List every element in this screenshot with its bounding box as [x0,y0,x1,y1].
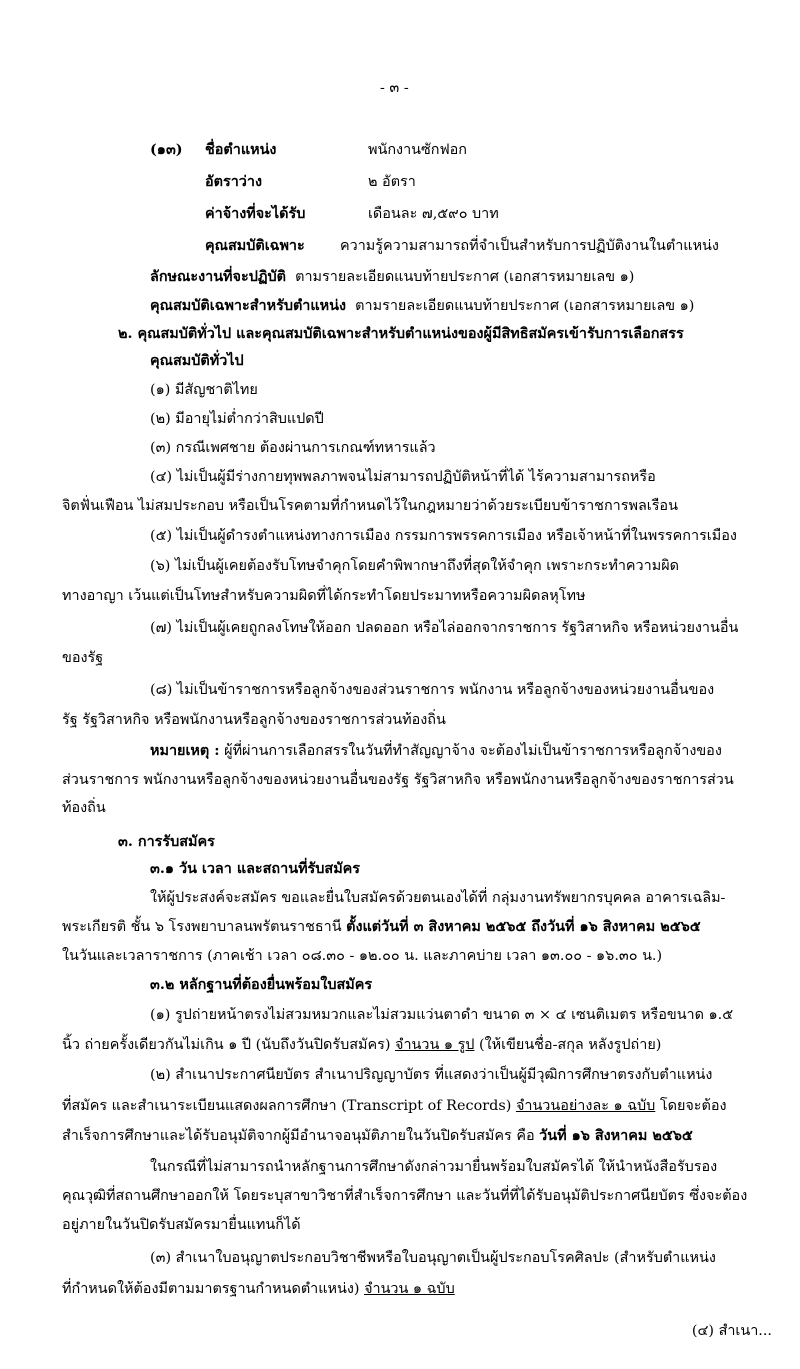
position-title-value: พนักงานซักฟอก [368,142,468,158]
spec-label: คุณสมบัติเฉพาะสำหรับตำแหน่ง [150,297,347,314]
document-3-cont [62,1279,455,1299]
general-item-6-cont: ทางอาญา เว้นแต่เป็นโทษสำหรับความผิดที่ได้กระทำโดยประมาทหรือความผิดลหุโทษ [62,588,586,604]
document-3-pre: ที่กำหนดให้ต้องมีตามมาตรฐานกำหนดตำแหน่ง) [62,1281,365,1297]
note-text: ผู้ที่ผ่านการเลือกสรรในวันที่ทำสัญญาจ้าง จะต้องไม่เป็นข้าราชการหรือลูกจ้างของ [224,743,722,759]
job-value: ตามรายละเอียดแนบท้ายประกาศ (เอกสารหมายเลข ๑) [295,269,635,285]
section3-heading: ๓. การรับสมัคร [118,833,215,850]
general-item-1: (๑) มีสัญชาติไทย [150,382,258,398]
document-2-pre: ที่สมัคร และสำเนาระเบียนแสดงผลการศึกษา (Transcript of Records) [62,1098,516,1114]
note-cont-2: ท้องถิ่น [62,800,106,816]
document-2-cont-2 [62,1126,693,1146]
qualification-label: คุณสมบัติเฉพาะ [205,237,305,254]
document-2-cont [62,1096,727,1116]
qualification-value: ความรู้ความสามารถที่จำเป็นสำหรับการปฏิบัติงานในตำแหน่ง [340,238,719,254]
general-item-8: (๘) ไม่เป็นข้าราชการหรือลูกจ้างของส่วนราชการ พนักงาน หรือลูกจ้างของหน่วยงานอื่นของ [150,682,715,698]
section3-1-line-2 [62,917,701,937]
note [150,741,722,761]
general-item-5: (๕) ไม่เป็นผู้ดำรงตำแหน่งทางการเมือง กรรมการพรรคการเมือง หรือเจ้าหน้าที่ในพรรคการเมือง [150,528,737,544]
section3-2-heading: ๓.๒ หลักฐานที่ต้องยื่นพร้อมใบสมัคร [150,976,373,993]
vacancy-label: อัตราว่าง [205,173,262,190]
document-1: (๑) รูปถ่ายหน้าตรงไม่สวมหมวกและไม่สวมแว่นตาดำ ขนาด ๓ × ๔ เซนติเมตร หรือขนาด ๑.๕ [150,1007,734,1023]
general-item-7: (๗) ไม่เป็นผู้เคยถูกลงโทษให้ออก ปลดออก หรือไล่ออกจากราชการ รัฐวิสาหกิจ หรือหน่วยงานอื่น [150,620,739,636]
job-label: ลักษณะงานที่จะปฏิบัติ [150,268,286,285]
document-2-note-cont-2: อยู่ภายในวันปิดรับสมัครมายื่นแทนก็ได้ [62,1217,301,1233]
general-item-4-cont: จิตฟั่นเฟือน ไม่สมประกอบ หรือเป็นโรคตามที่กำหนดไว้ในกฎหมายว่าด้วยระเบียบข้าราชการพลเรือน [62,498,678,514]
closing-date: วันที่ ๑๖ สิงหาคม ๒๕๖๕ [539,1127,693,1144]
general-item-2: (๒) มีอายุไม่ต่ำกว่าสิบแปดปี [150,411,324,427]
document-2: (๒) สำเนาประกาศนียบัตร สำเนาปริญญาบัตร ที่แสดงว่าเป็นผู้มีวุฒิการศึกษาตรงกับตำแหน่ง [150,1067,713,1083]
application-dates: ตั้งแต่วันที่ ๓ สิงหาคม ๒๕๖๕ ถึงวันที่ ๑๖ สิงหาคม ๒๕๖๕ [346,918,701,935]
document-1-post: (ให้เขียนชื่อ-สกุล หลังรูปถ่าย) [474,1037,662,1053]
job-description [150,267,634,287]
position-number: (๑๓) [150,141,183,158]
specific-qualification [150,296,694,316]
section3-1-line-1: ให้ผู้ประสงค์จะสมัคร ขอและยื่นใบสมัครด้วยตนเองได้ที่ กลุ่มงานทรัพยากรบุคคล อาคารเฉลิม- [150,890,726,906]
continuation-text: (๔) สำเนา... [691,1323,772,1339]
wage-label: ค่าจ้างที่จะได้รับ [205,205,306,222]
general-item-4: (๔) ไม่เป็นผู้มีร่างกายทุพพลภาพจนไม่สามารถปฏิบัติหน้าที่ได้ ไร้ความสามารถหรือ [150,469,656,485]
section2-heading: ๒. คุณสมบัติทั่วไป และคุณสมบัติเฉพาะสำหรับตำแหน่งของผู้มีสิทธิสมัครเข้ารับการเลือกสรร [118,325,684,342]
document-2-note-cont: คุณวุฒิที่สถานศึกษาออกให้ โดยระบุสาขาวิชาที่สำเร็จการศึกษา และวันที่ที่ได้รับอนุมัติประกาศนียบัตร ซึ่งจะต้อง [62,1188,748,1204]
general-item-8-cont: รัฐ รัฐวิสาหกิจ หรือพนักงานหรือลูกจ้างของราชการส่วนท้องถิ่น [62,712,446,728]
document-2-note: ในกรณีที่ไม่สามารถนำหลักฐานการศึกษาดังกล่าวมายื่นพร้อมใบสมัครได้ ให้นำหนังสือรับรอง [150,1159,718,1175]
section3-1-line-3: ในวันและเวลาราชการ (ภาคเช้า เวลา ๐๘.๓๐ - ๑๒.๐๐ น. และภาคบ่าย เวลา ๑๓.๐๐ - ๑๖.๓๐ น.) [62,948,663,964]
document-2-qty: จำนวนอย่างละ ๑ ฉบับ [515,1098,656,1114]
document-3-qty: จำนวน ๑ ฉบับ [364,1281,455,1297]
document-2-post: โดยจะต้อง [655,1098,727,1114]
general-item-7-cont: ของรัฐ [62,650,104,666]
document-3: (๓) สำเนาใบอนุญาตประกอบวิชาชีพหรือใบอนุญาตเป็นผู้ประกอบโรคศิลปะ (สำหรับตำแหน่ง [150,1250,716,1266]
position-title-label: ชื่อตำแหน่ง [205,141,277,158]
wage-value: เดือนละ ๗,๕๙๐ บาท [368,206,499,222]
section3-1-heading: ๓.๑ วัน เวลา และสถานที่รับสมัคร [150,860,361,877]
general-item-6: (๖) ไม่เป็นผู้เคยต้องรับโทษจำคุกโดยคำพิพากษาถึงที่สุดให้จำคุก เพราะกระทำความผิด [150,558,679,574]
vacancy-value: ๒ อัตรา [368,174,416,190]
document-2-approval: สำเร็จการศึกษาและได้รับอนุมัติจากผู้มีอำนาจอนุมัติภายในวันปิดรับสมัคร คือ [62,1128,540,1144]
general-item-3: (๓) กรณีเพศชาย ต้องผ่านการเกณฑ์ทหารแล้ว [150,440,436,456]
venue-text: พระเกียรติ ชั้น ๖ โรงพยาบาลนพรัตนราชธานี [62,919,347,935]
note-label: หมายเหตุ : [150,742,220,759]
page-number: - ๓ - [380,80,409,96]
document-1-cont [62,1035,661,1055]
note-cont-1: ส่วนราชการ พนักงานหรือลูกจ้างของหน่วยงานอื่นของรัฐ รัฐวิสาหกิจ หรือพนักงานหรือลูกจ้างของราชการส่วน [62,772,734,788]
section2-subheading: คุณสมบัติทั่วไป [150,352,244,369]
spec-value: ตามรายละเอียดแนบท้ายประกาศ (เอกสารหมายเลข ๑) [355,298,695,314]
document-1-pre: นิ้ว ถ่ายครั้งเดียวกันไม่เกิน ๑ ปี (นับถึงวันปิดรับสมัคร) [62,1037,396,1053]
document-1-qty: จำนวน ๑ รูป [395,1037,475,1053]
